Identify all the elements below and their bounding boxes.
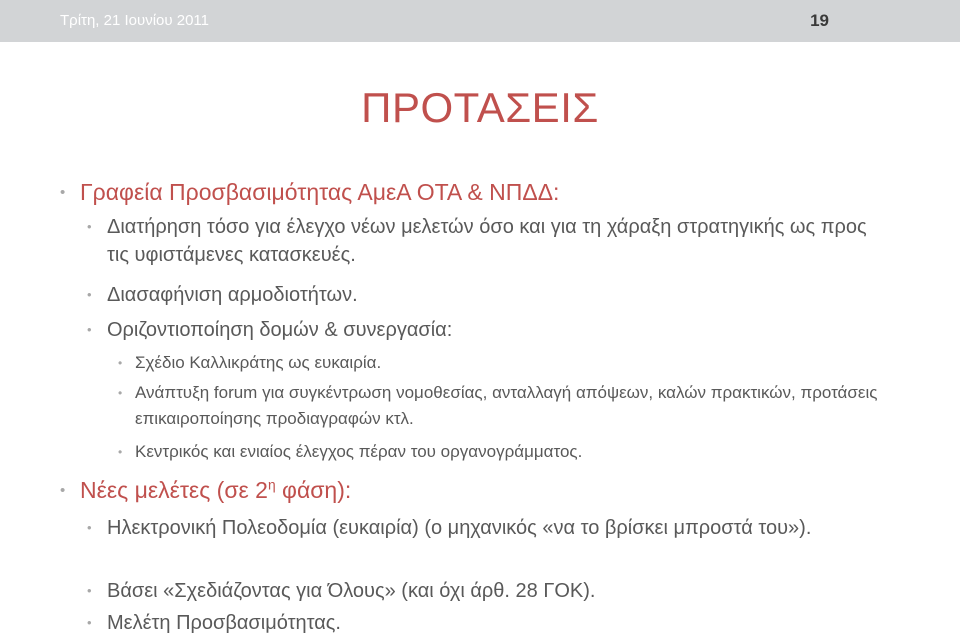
section2-item-3: [87, 609, 897, 637]
section1-heading-text: Γραφεία Προσβασιμότητας ΑμεΑ ΟΤΑ & ΝΠΔΔ:: [80, 179, 560, 205]
bullet-dot-icon: •: [87, 322, 92, 337]
bullet-dot-icon: •: [60, 184, 66, 201]
section1-item-2: [87, 281, 887, 309]
section2-item-3-text: Μελέτη Προσβασιμότητας.: [107, 612, 341, 634]
section1-item-1-text: Διατήρηση τόσο για έλεγχο νέων μελετών όσο και για τη χάραξη στρατηγικής ως προς τις υφιστάμενες κατασκευές.: [107, 216, 867, 266]
section2-item-1-text: Ηλεκτρονική Πολεοδομία (ευκαιρία) (ο μηχανικός «να το βρίσκει μπροστά του»).: [107, 517, 812, 539]
section2-item-1: [87, 514, 897, 542]
bullet-dot-icon: •: [87, 219, 92, 234]
section1-subitem-2-text: Ανάπτυξη forum για συγκέντρωση νομοθεσίας, ανταλλαγή απόψεων, καλών πρακτικών, προτάσεις επικαιροποίησης προδιαγραφών κτλ.: [135, 383, 878, 428]
section2-heading-text: Νέες μελέτες (σε 2: [80, 477, 268, 503]
bullet-dot-icon: •: [118, 386, 123, 400]
section1-item-2-text: Διασαφήνιση αρμοδιοτήτων.: [107, 284, 358, 306]
section1-subitem-1-text: Σχέδιο Καλλικράτης ως ευκαιρία.: [135, 353, 382, 372]
section1-subitem-3-text: Κεντρικός και ενιαίος έλεγχος πέραν του οργανογράμματος.: [135, 442, 583, 461]
section2-item-2: [87, 577, 897, 605]
section1-item-3-text: Οριζοντιοποίηση δομών & συνεργασία:: [107, 319, 453, 341]
bullet-dot-icon: •: [87, 287, 92, 302]
bullet-dot-icon: •: [60, 482, 66, 499]
bullet-dot-icon: •: [87, 615, 92, 630]
section1-subitem-3: [118, 439, 925, 465]
section2-heading: [60, 476, 940, 505]
section1-subitem-2: [118, 380, 925, 432]
bullet-dot-icon: •: [87, 520, 92, 535]
section1-item-1: [87, 213, 887, 269]
section1-item-3: [87, 316, 887, 344]
section2-heading-superscript: η: [267, 477, 276, 493]
bullet-dot-icon: •: [87, 583, 92, 598]
bullet-dot-icon: •: [118, 356, 123, 370]
section2-heading-text-end: φάση):: [275, 477, 352, 503]
section2-item-2-text: Βάσει «Σχεδιάζοντας για Όλους» (και όχι άρθ. 28 ΓΟΚ).: [107, 580, 596, 602]
page-number: 19: [810, 11, 829, 30]
header-bar: [0, 0, 960, 42]
slide-title: ΠΡΟΤΑΣΕΙΣ: [361, 84, 599, 131]
bullet-dot-icon: •: [118, 445, 123, 459]
header-date: Τρίτη, 21 Ιουνίου 2011: [60, 12, 209, 29]
section1-subitem-1: [118, 350, 925, 376]
section1-heading: [60, 178, 940, 207]
